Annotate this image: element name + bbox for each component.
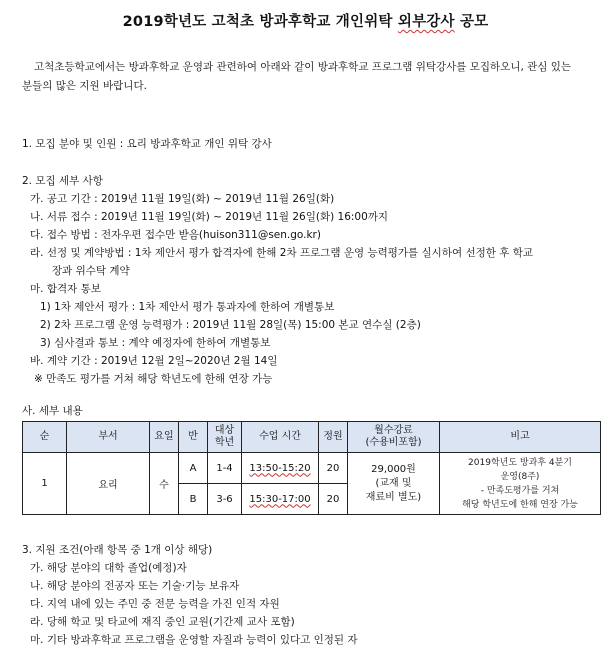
cell-time-b xyxy=(242,484,319,515)
cell-time-a xyxy=(242,453,319,484)
cell-note xyxy=(440,453,601,515)
header-capacity-text: 정원 xyxy=(323,431,343,442)
item-da: 다. 접수 방법 : 전자우편 접수만 받음(huison311@sen.go.kr) xyxy=(30,229,321,241)
condition-4: 라. 당해 학교 및 타교에 재직 중인 교원(기간제 교사 포함) xyxy=(30,616,295,628)
cell-fee-text: 29,000원 (교재 및 재료비 별도) xyxy=(365,463,422,503)
section-3-heading: 3. 지원 조건(아래 항목 중 1개 이상 해당) xyxy=(22,544,213,556)
header-fee xyxy=(348,422,440,453)
header-no-text: 순 xyxy=(39,431,50,442)
condition-5: 마. 기타 방과후학교 프로그램을 운영할 자질과 능력이 있다고 인정된 자 xyxy=(30,634,358,646)
item-ba-note: ※ 만족도 평가를 거쳐 해당 학년도에 한해 연장 가능 xyxy=(34,373,273,385)
item-ba: 바. 계약 기간 : 2019년 12월 2일~2020년 2월 14일 xyxy=(30,355,278,367)
item-sa: 사. 세부 내용 xyxy=(22,405,83,417)
header-note xyxy=(440,422,601,453)
header-grade-text: 대상 학년 xyxy=(214,425,235,448)
item-ma-2: 2) 2차 프로그램 운영 능력평가 : 2019년 11월 28일(목) 15:00 본교 연수실 (2층) xyxy=(40,319,421,331)
cell-time-b-text: 15:30-17:00 xyxy=(249,493,311,505)
header-fee-text: 월수강료 (수용비포함) xyxy=(365,425,422,448)
title-prefix: 2019학년도 고척초 방과후학교 개인위탁 xyxy=(122,14,398,30)
item-ga: 가. 공고 기간 : 2019년 11월 19일(화) ~ 2019년 11월 26일(화) xyxy=(30,193,335,205)
document-title xyxy=(0,10,611,31)
cell-grade-b: 3-6 xyxy=(208,484,242,515)
header-capacity xyxy=(319,422,348,453)
condition-1: 가. 해당 분야의 대학 졸업(예정)자 xyxy=(30,562,187,574)
header-dept xyxy=(67,422,150,453)
cell-time-a-text: 13:50-15:20 xyxy=(249,462,311,474)
cell-day: 수 xyxy=(150,453,179,515)
header-day-text: 요일 xyxy=(154,431,174,442)
section-2-heading: 2. 모집 세부 사항 xyxy=(22,175,103,187)
cell-class-a: A xyxy=(179,453,208,484)
header-time xyxy=(242,422,319,453)
table-header-row xyxy=(23,422,601,453)
header-note-text: 비고 xyxy=(510,431,530,442)
condition-3: 다. 지역 내에 있는 주민 중 전문 능력을 가진 인적 자원 xyxy=(30,598,280,610)
title-underlined: 외부강사 xyxy=(397,14,455,30)
header-day xyxy=(150,422,179,453)
cell-fee xyxy=(348,453,440,515)
title-suffix: 공모 xyxy=(454,14,489,30)
condition-2: 나. 해당 분야의 전공자 또는 기술·기능 보유자 xyxy=(30,580,240,592)
cell-note-text: 2019학년도 방과후 4분기 운영(8주) - 만족도평가를 거쳐 해당 학년도에 한해 연장 가능 xyxy=(462,457,578,510)
item-ma-1: 1) 1차 제안서 평가 : 1차 제안서 평가 통과자에 한하여 개별통보 xyxy=(40,301,335,313)
cell-class-b: B xyxy=(179,484,208,515)
item-ma-3: 3) 심사결과 통보 : 계약 예정자에 한하여 개별통보 xyxy=(40,337,271,349)
detail-table xyxy=(22,421,601,515)
header-time-text: 수업 시간 xyxy=(259,431,301,442)
cell-cap-a: 20 xyxy=(319,453,348,484)
cell-dept: 요리 xyxy=(67,453,150,515)
table-row xyxy=(23,453,601,484)
section-1: 1. 모집 분야 및 인원 : 요리 방과후학교 개인 위탁 강사 xyxy=(22,138,272,150)
header-dept-text: 부서 xyxy=(98,431,118,442)
header-class xyxy=(179,422,208,453)
header-class-text: 반 xyxy=(188,431,198,442)
item-ma: 마. 합격자 통보 xyxy=(30,283,101,295)
header-grade xyxy=(208,422,242,453)
intro-paragraph: 고척초등학교에서는 방과후학교 운영과 관련하여 아래와 같이 방과후학교 프로그램 위탁강사를 모집하오니, 관심 있는 분들의 많은 지원 바랍니다. xyxy=(22,61,572,92)
item-na: 나. 서류 접수 : 2019년 11월 19일(화) ~ 2019년 11월 26일(화) 16:00까지 xyxy=(30,211,389,223)
cell-grade-a: 1-4 xyxy=(208,453,242,484)
item-ra-line2: 장과 위수탁 계약 xyxy=(52,265,130,277)
header-no xyxy=(23,422,67,453)
cell-cap-b: 20 xyxy=(319,484,348,515)
item-ra-line1: 라. 선정 및 계약방법 : 1차 제안서 평가 합격자에 한해 2차 프로그램 운영 능력평가를 실시하여 선정한 후 학교 xyxy=(30,247,533,259)
cell-no: 1 xyxy=(23,453,67,515)
